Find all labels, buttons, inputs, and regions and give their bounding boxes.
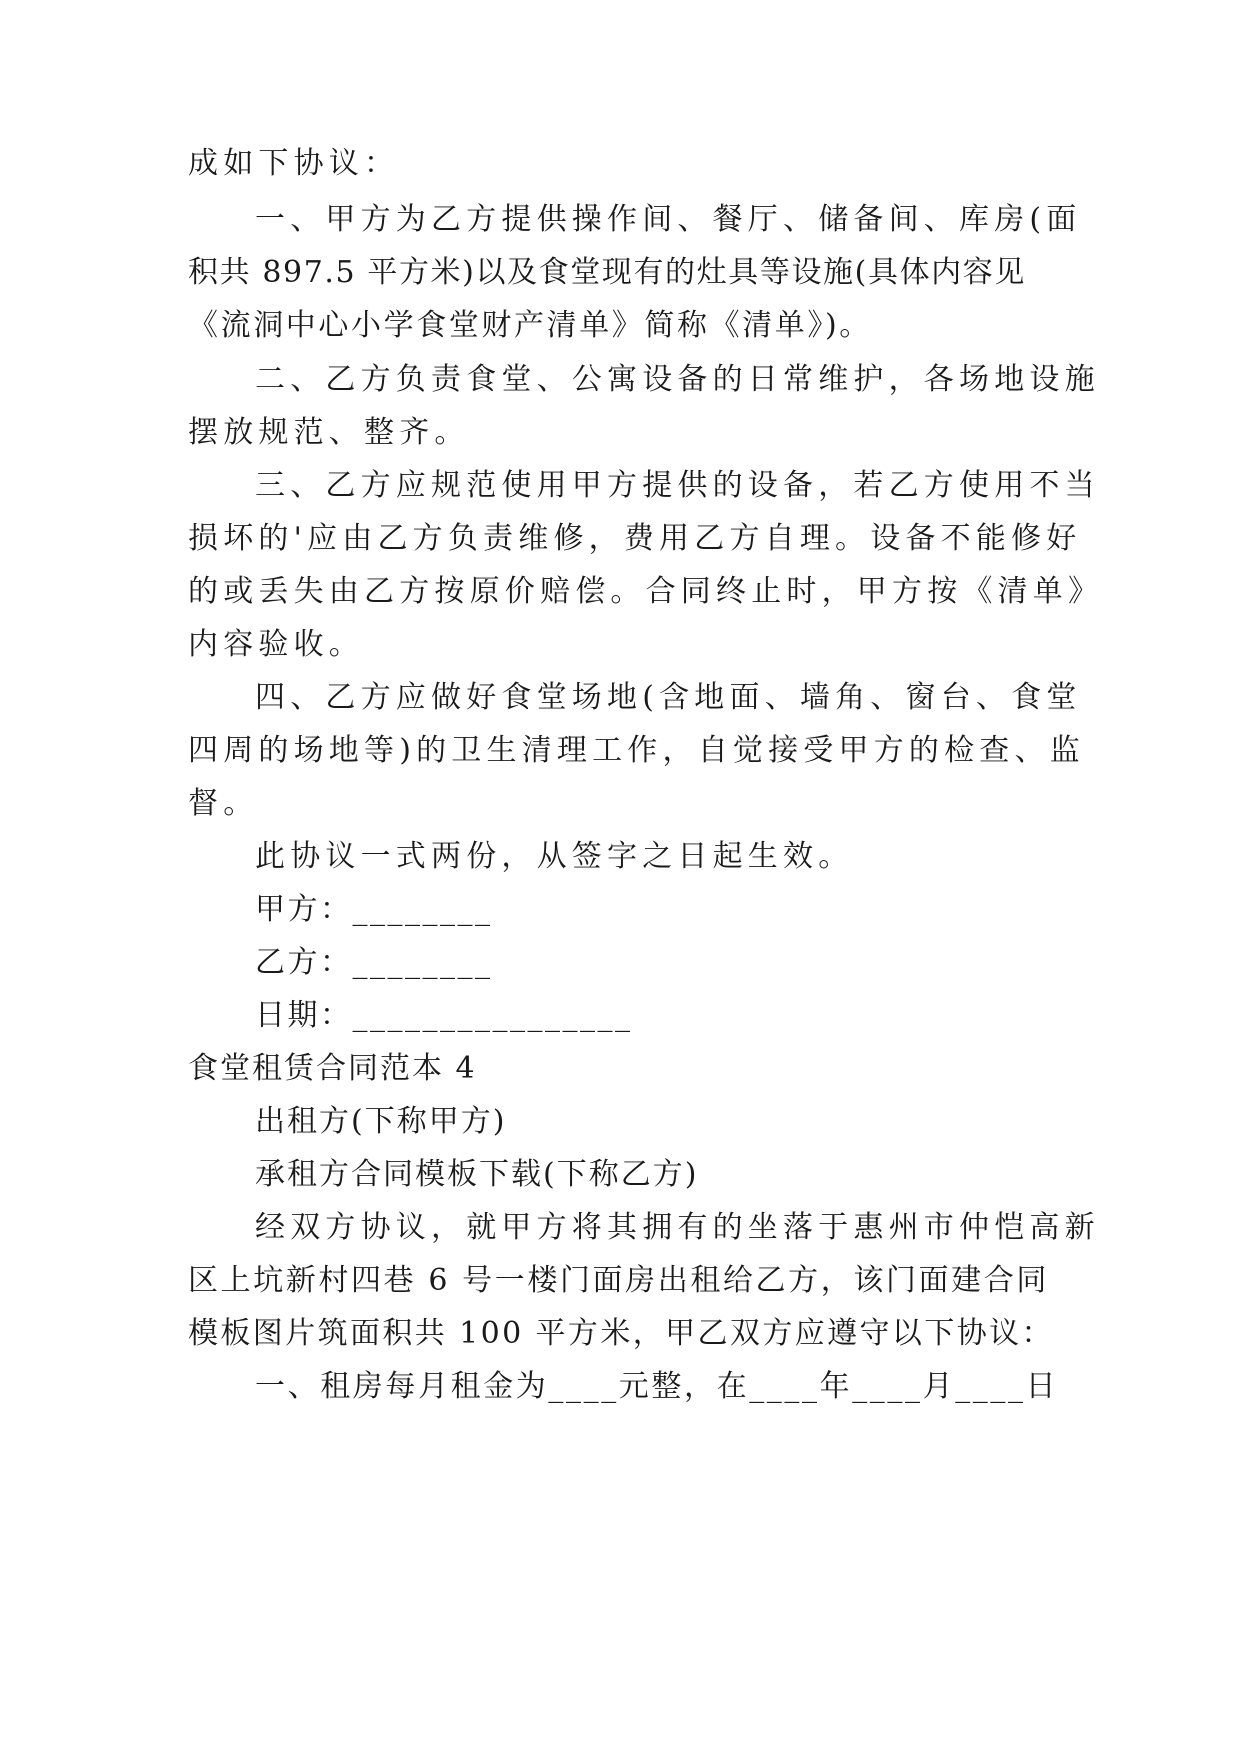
text-line: 三、乙方应规范使用甲方提供的设备，若乙方使用不当 bbox=[255, 468, 1100, 503]
text-line: 二、乙方负责食堂、公寓设备的日常维护，各场地设施 bbox=[255, 362, 1100, 397]
text-line: 四、乙方应做好食堂场地(含地面、墙角、窗台、食堂 bbox=[255, 680, 1082, 715]
text-line: 督。 bbox=[188, 786, 259, 821]
signature-party-a: 甲方：________ bbox=[255, 892, 493, 927]
text-line: 一、甲方为乙方提供操作间、餐厅、储备间、库房(面 bbox=[255, 202, 1082, 237]
text-line: 区上坑新村四巷 6 号一楼门面房出租给乙方，该门面建合同 bbox=[188, 1263, 1049, 1298]
text-line: 四周的场地等)的卫生清理工作，自觉接受甲方的检查、监 bbox=[188, 733, 1085, 768]
section-title: 食堂租赁合同范本 4 bbox=[188, 1051, 477, 1086]
text-line: 摆放规范、整齐。 bbox=[188, 415, 470, 450]
text-line: 内容验收。 bbox=[188, 627, 364, 662]
text-line: 模板图片筑面积共 100 平方米，甲乙双方应遵守以下协议： bbox=[188, 1316, 1054, 1351]
text-line: 损坏的'应由乙方负责维修，费用乙方自理。设备不能修好 bbox=[188, 521, 1082, 556]
text-line: 出租方(下称甲方) bbox=[255, 1104, 507, 1139]
text-line: 经双方协议，就甲方将其拥有的坐落于惠州市仲恺高新 bbox=[255, 1210, 1100, 1245]
text-line: 一、租房每月租金为____元整，在____年____月____日 bbox=[255, 1369, 1059, 1404]
text-line: 承租方合同模板下载(下称乙方) bbox=[255, 1157, 699, 1192]
text-line: 积共 897.5 平方米)以及食堂现有的灶具等设施(具体内容见 bbox=[188, 255, 1026, 290]
text-line: 此协议一式两份，从签字之日起生效。 bbox=[255, 839, 854, 874]
text-line: 成如下协议： bbox=[188, 146, 400, 181]
text-line: 《流洞中心小学食堂财产清单》简称《清单》)。 bbox=[188, 308, 872, 343]
text-line: 的或丢失由乙方按原价赔偿。合同终止时，甲方按《清单》 bbox=[188, 574, 1104, 609]
signature-party-b: 乙方：________ bbox=[255, 945, 493, 980]
signature-date: 日期：________________ bbox=[255, 998, 633, 1033]
